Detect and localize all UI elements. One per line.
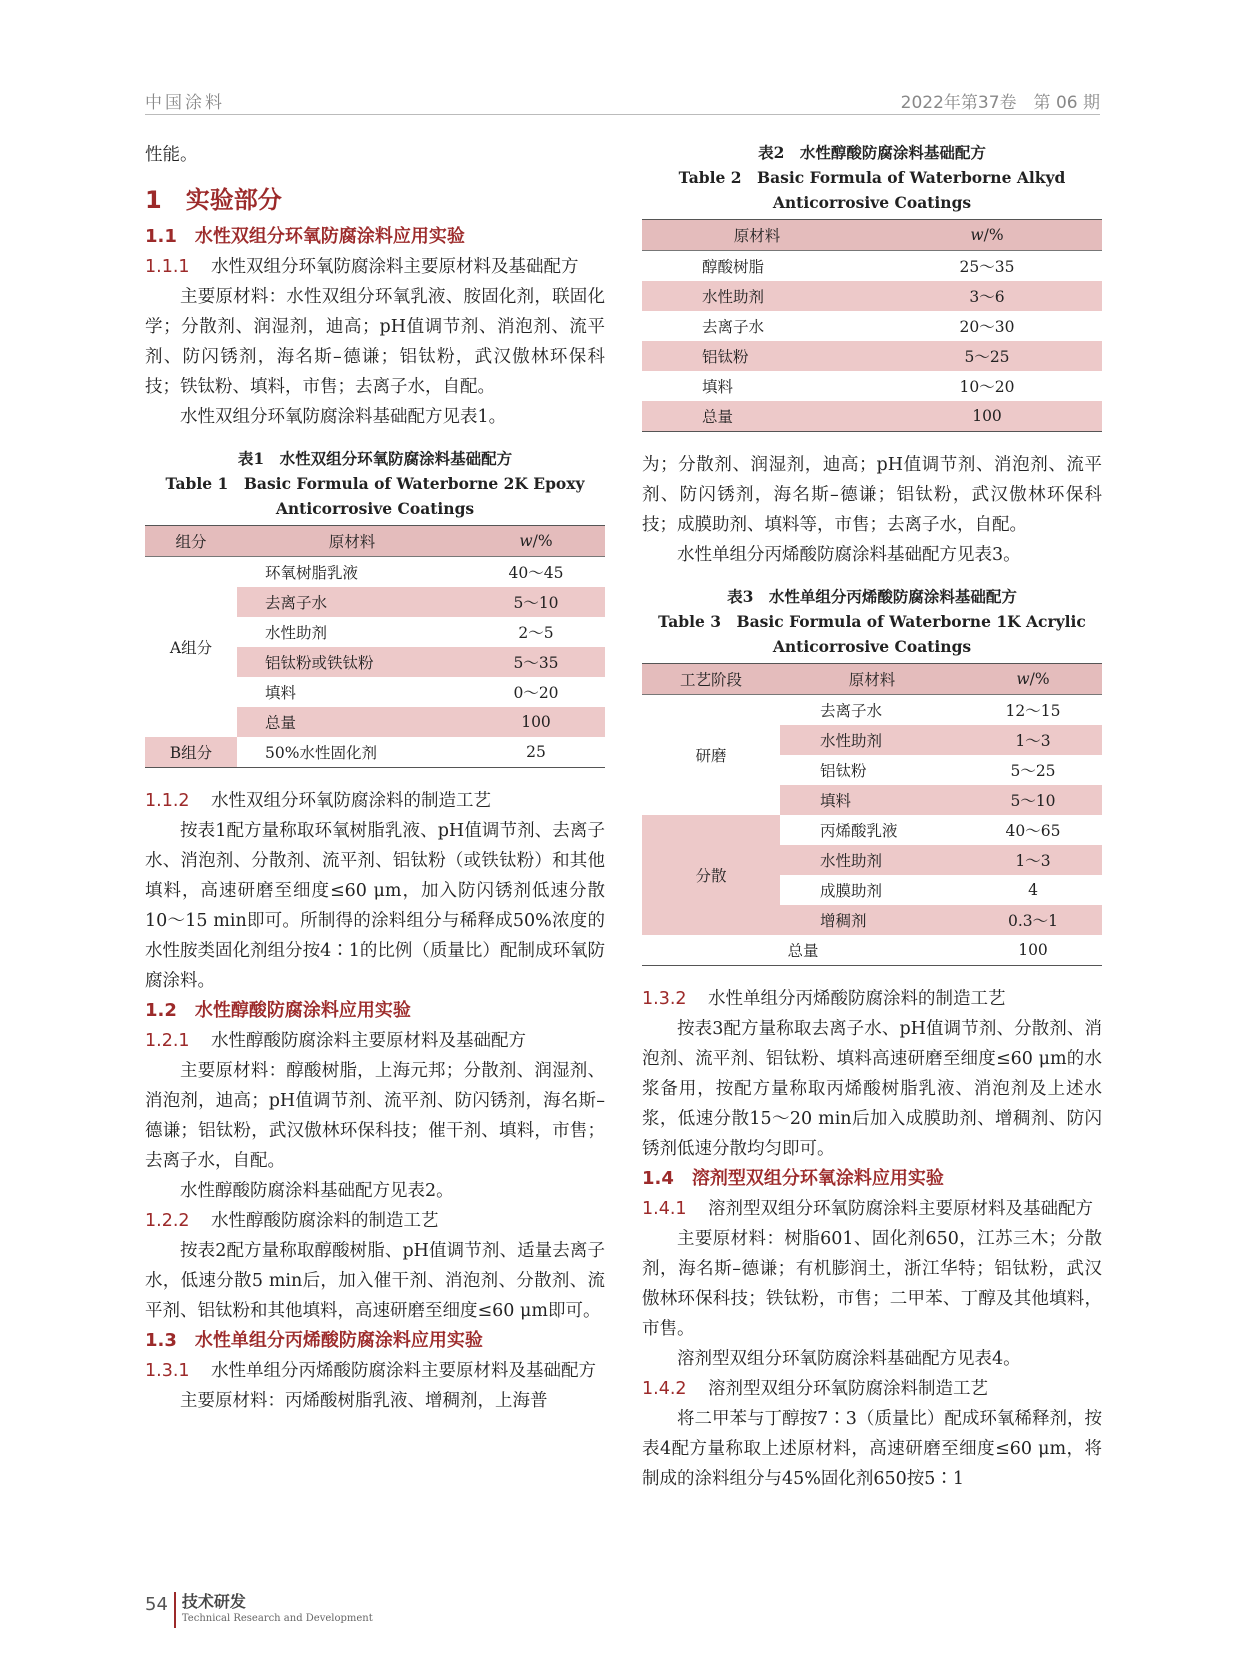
table-cell: 醇酸树脂 <box>702 258 765 276</box>
section-name-cn: 技术研发 <box>181 1592 246 1611</box>
paragraph: 按表1配方量称取环氧树脂乳液、pH值调节剂、去离子水、消泡剂、分散剂、流平剂、铝钛粉（或铁钛粉）和其他填料，高速研磨至细度≤60 μm，加入防闪锈剂低速分散10～15 min即可。所制得的涂料组分与稀释成50%浓度的水性胺类固化剂组分按4∶1的比例（质量比）配制成环氧防腐涂料。 <box>145 821 605 991</box>
left-column <box>145 140 605 1416</box>
table-group-label: 研磨 <box>642 695 780 816</box>
caption-en: Anticorrosive Coatings <box>772 637 972 656</box>
table-cell: 水性助剂 <box>642 281 872 311</box>
table-header: 工艺阶段 <box>642 664 780 695</box>
table-cell: 5～10 <box>964 785 1102 815</box>
table-2-caption <box>642 140 1102 215</box>
table-cell: 丙烯酸乳液 <box>820 822 898 840</box>
table-total-label: 总量 <box>642 935 964 966</box>
heading-text: 水性醇酸防腐涂料主要原材料及基础配方 <box>211 1031 526 1051</box>
table-cell: 25 <box>467 737 605 768</box>
table-cell: 去离子水 <box>237 587 467 617</box>
paragraph: 水性醇酸防腐涂料基础配方见表2。 <box>180 1181 454 1201</box>
section-heading-1-1-1 <box>145 252 605 282</box>
table-header: w/% <box>964 664 1102 695</box>
section-heading-1-3: 1.3 水性单组分丙烯酸防腐涂料应用实验 <box>145 1330 483 1351</box>
page-footer <box>145 1592 373 1628</box>
table-cell: 100 <box>872 401 1102 432</box>
caption-en: Table 1 Basic Formula of Waterborne 2K Epoxy <box>165 474 585 493</box>
heading-text: 水性双组分环氧防腐涂料的制造工艺 <box>211 791 491 811</box>
table-cell: 填料 <box>780 785 964 815</box>
heading-text: 水性双组分环氧防腐涂料主要原材料及基础配方 <box>211 257 579 277</box>
journal-name: 中国涂料 <box>145 93 225 113</box>
table-cell: 铝钛粉或铁钛粉 <box>237 647 467 677</box>
table-cell: 2～5 <box>518 624 554 642</box>
right-column <box>642 140 1102 1494</box>
caption-en: Table 2 Basic Formula of Waterborne Alkyd <box>678 168 1066 187</box>
section-heading-1-2: 1.2 水性醇酸防腐涂料应用实验 <box>145 1000 411 1021</box>
table-header: 原材料 <box>780 664 964 695</box>
table-cell: 5～25 <box>1010 762 1056 780</box>
table-cell: 环氧树脂乳液 <box>265 564 359 582</box>
table-header: w/% <box>872 220 1102 251</box>
table-header: 原材料 <box>642 220 872 251</box>
table-cell: 40～45 <box>508 564 564 582</box>
page-header <box>145 88 1100 115</box>
section-heading-1-4: 1.4 溶剂型双组分环氧涂料应用实验 <box>642 1168 944 1189</box>
table-cell: 成膜助剂 <box>820 882 883 900</box>
footer-section <box>182 1592 373 1626</box>
paragraph: 将二甲苯与丁醇按7∶3（质量比）配成环氧稀释剂，按表4配方量称取上述原材料，高速研磨至细度≤60 μm，将制成的涂料组分与45%固化剂650按5∶1 <box>642 1409 1102 1489</box>
table-cell: 5～10 <box>467 587 605 617</box>
table-cell: 1～3 <box>964 725 1102 755</box>
section-heading-1-4-2 <box>642 1374 1102 1404</box>
section-heading-1-1-2 <box>145 786 605 816</box>
paragraph: 水性双组分环氧防腐涂料基础配方见表1。 <box>180 407 507 427</box>
table-cell: 50%水性固化剂 <box>237 737 467 768</box>
heading-text: 水性醇酸防腐涂料的制造工艺 <box>211 1211 439 1231</box>
heading-number: 1.2.2 <box>145 1211 190 1231</box>
table-cell: 水性助剂 <box>780 845 964 875</box>
paragraph: 性能。 <box>145 145 198 165</box>
paragraph: 主要原材料：醇酸树脂，上海元邦；分散剂、润湿剂、消泡剂，迪高；pH值调节剂、流平剂、防闪锈剂，海名斯–德谦；铝钛粉，武汉傲林环保科技；催干剂、填料，市售；去离子水，自配。 <box>145 1061 605 1171</box>
heading-text: 水性单组分丙烯酸防腐涂料主要原材料及基础配方 <box>211 1361 596 1381</box>
table-cell: 总量 <box>642 401 872 432</box>
section-heading-1-2-2 <box>145 1206 605 1236</box>
heading-number: 1.3.1 <box>145 1361 190 1381</box>
table-group-label: 分散 <box>642 815 780 935</box>
table-cell: 100 <box>964 935 1102 966</box>
table-header: 组分 <box>145 526 237 557</box>
heading-number: 1.4.1 <box>642 1199 687 1219</box>
table-3-caption <box>642 584 1102 659</box>
section-heading-1-1: 1.1 水性双组分环氧防腐涂料应用实验 <box>145 226 465 247</box>
table-cell: 4 <box>1028 881 1038 899</box>
table-2 <box>642 219 1102 432</box>
section-heading-1-3-2 <box>642 984 1102 1014</box>
caption-en: Anticorrosive Coatings <box>772 193 972 212</box>
paragraph: 水性单组分丙烯酸防腐涂料基础配方见表3。 <box>677 545 1021 565</box>
table-cell: 铝钛粉 <box>820 762 867 780</box>
table-cell: 去离子水 <box>702 318 765 336</box>
section-heading-1-2-1 <box>145 1026 605 1056</box>
caption-en: Anticorrosive Coatings <box>275 499 475 518</box>
table-cell: 水性助剂 <box>780 725 964 755</box>
heading-text: 溶剂型双组分环氧防腐涂料制造工艺 <box>708 1379 988 1399</box>
paragraph: 按表2配方量称取醇酸树脂、pH值调节剂、适量去离子水，低速分散5 min后，加入催干剂、消泡剂、分散剂、流平剂、铝钛粉和其他填料，高速研磨至细度≤60 μm即可。 <box>145 1241 605 1321</box>
heading-text: 水性单组分丙烯酸防腐涂料的制造工艺 <box>708 989 1006 1009</box>
heading-number: 1.1.1 <box>145 257 190 277</box>
paragraph: 溶剂型双组分环氧防腐涂料基础配方见表4。 <box>677 1349 1021 1369</box>
caption-en: Table 3 Basic Formula of Waterborne 1K Acrylic <box>658 612 1086 631</box>
table-group-label: A组分 <box>145 557 237 738</box>
table-cell: 去离子水 <box>820 702 883 720</box>
table-1 <box>145 525 605 768</box>
table-header: 原材料 <box>237 526 467 557</box>
caption-cn: 表1 水性双组分环氧防腐涂料基础配方 <box>237 449 513 468</box>
table-cell: 5～35 <box>467 647 605 677</box>
table-cell: 10～20 <box>959 378 1015 396</box>
paragraph: 主要原材料：水性双组分环氧乳液、胺固化剂，联固化学；分散剂、润湿剂，迪高；pH值调节剂、消泡剂、流平剂、防闪锈剂，海名斯–德谦；铝钛粉，武汉傲林环保科技；铁钛粉、填料，市售；去离子水，自配。 <box>145 287 605 397</box>
paragraph: 按表3配方量称取去离子水、pH值调节剂、分散剂、消泡剂、流平剂、铝钛粉、填料高速研磨至细度≤60 μm的水浆备用，按配方量称取丙烯酸树脂乳液、消泡剂及上述水浆，低速分散15～20 min后加入成膜助剂、增稠剂、防闪锈剂低速分散均匀即可。 <box>642 1019 1102 1159</box>
section-heading-1-3-1 <box>145 1356 605 1386</box>
table-cell: 12～15 <box>1005 702 1061 720</box>
table-3 <box>642 663 1102 966</box>
table-cell: 铝钛粉 <box>642 341 872 371</box>
page-number: 54 <box>145 1594 168 1615</box>
table-cell: 0～20 <box>513 684 559 702</box>
table-cell: 40～65 <box>1005 822 1061 840</box>
table-group-label: B组分 <box>145 737 237 768</box>
table-cell: 20～30 <box>959 318 1015 336</box>
heading-number: 1.1.2 <box>145 791 190 811</box>
table-cell: 0.3～1 <box>964 905 1102 935</box>
heading-number: 1.3.2 <box>642 989 687 1009</box>
table-header: w/% <box>467 526 605 557</box>
table-1-caption <box>145 446 605 521</box>
table-cell: 3～6 <box>872 281 1102 311</box>
paragraph: 主要原材料：树脂601、固化剂650，江苏三木；分散剂，海名斯–德谦；有机膨润土，浙江华特；铝钛粉，武汉傲林环保科技；铁钛粉，市售；二甲苯、丁醇及其他填料，市售。 <box>642 1229 1102 1339</box>
section-name-en: Technical Research and Development <box>181 1613 373 1624</box>
table-cell: 填料 <box>702 378 734 396</box>
heading-text: 溶剂型双组分环氧防腐涂料主要原材料及基础配方 <box>708 1199 1093 1219</box>
section-heading-1-4-1 <box>642 1194 1102 1224</box>
table-cell: 25～35 <box>959 258 1015 276</box>
paragraph: 为；分散剂、润湿剂，迪高；pH值调节剂、消泡剂、流平剂、防闪锈剂，海名斯–德谦；铝钛粉，武汉傲林环保科技；成膜助剂、填料等，市售；去离子水，自配。 <box>642 455 1102 535</box>
paragraph: 主要原材料：丙烯酸树脂乳液、增稠剂，上海普 <box>180 1391 548 1411</box>
table-cell: 100 <box>467 707 605 737</box>
table-cell: 1～3 <box>964 845 1102 875</box>
caption-cn: 表3 水性单组分丙烯酸防腐涂料基础配方 <box>727 587 1017 606</box>
heading-number: 1.4.2 <box>642 1379 687 1399</box>
heading-number: 1.2.1 <box>145 1031 190 1051</box>
table-cell: 5～25 <box>872 341 1102 371</box>
table-cell: 水性助剂 <box>265 624 328 642</box>
footer-divider <box>174 1592 176 1628</box>
caption-cn: 表2 水性醇酸防腐涂料基础配方 <box>758 143 986 162</box>
table-cell: 增稠剂 <box>780 905 964 935</box>
section-heading-1: 1 实验部分 <box>145 186 282 214</box>
table-cell: 总量 <box>237 707 467 737</box>
table-cell: 填料 <box>265 684 297 702</box>
issue-info: 2022年第37卷 第 06 期 <box>900 93 1100 113</box>
